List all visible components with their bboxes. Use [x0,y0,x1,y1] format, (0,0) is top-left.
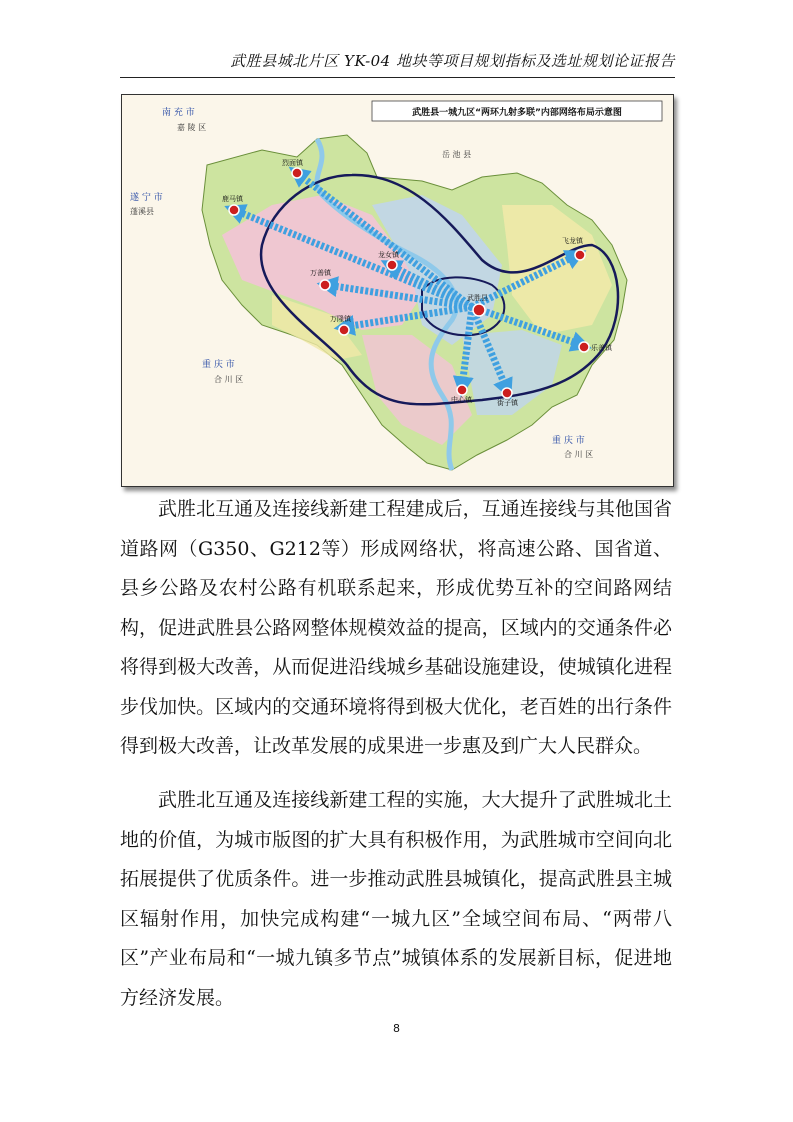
page-number: 8 [393,1022,400,1035]
marker-wusheng [473,304,485,316]
marker-zhongxin [457,385,467,395]
label-wanlong: 万隆镇 [330,315,351,323]
region-yuechi: 岳 池 县 [442,150,472,159]
page-header: 武胜县城北片区 YK-04 地块等项目规划指标及选址规划论证报告 [230,52,675,70]
marker-longnv [387,260,397,270]
label-jiezi: 街子镇 [497,399,518,407]
region-jialing: 嘉 陵 区 [177,123,207,132]
body-paragraph-2: 武胜北互通及连接线新建工程的实施，大大提升了武胜城北土地的价值，为城市版图的扩大具有积极作用，为武胜城市空间向北拓展提供了优质条件。进一步推动武胜县城镇化，提高武胜县主城区辐射作用，加快完成构建“一城九区”全域空间布局、“两带八区”产业布局和“一城九镇多节点”城镇体系的发展新目标，促进地方经济发展。 [120,789,672,1009]
body-paragraph-1: 武胜北互通及连接线新建工程建成后，互通连接线与其他国省道路网（G350、G212等）形成网络状，将高速公路、国省道、县乡公路及农村公路有机联系起来，形成优势互补的空间路网结构，促进武胜县公路网整体规模效益的提高，区域内的交通条件必将得到极大改善，从而促进沿线城乡基础设施建设，使城镇化进程步伐加快。区域内的交通环境将得到极大优化，老百姓的出行条件得到极大改善，让改革发展的成果进一步惠及到广大人民群众。 [120,498,672,757]
label-longnv: 龙女镇 [378,251,399,259]
region-pengxi: 蓬溪县 [130,207,154,216]
label-zhongxin: 中心镇 [451,396,472,404]
region-nanchong: 南 充 市 [162,108,195,118]
network-layout-map [122,95,673,486]
region-chongqing-west: 重 庆 市 [202,360,235,370]
marker-wanlong [339,325,349,335]
label-feilong: 飞龙镇 [562,237,583,245]
label-wangshan: 万善镇 [310,269,331,277]
label-liehe: 烈面镇 [282,159,303,167]
map-figure [121,94,674,487]
label-lejiao: 乐善镇 [591,344,612,352]
marker-liehe [292,168,302,178]
label-luma: 鹿马镇 [222,195,243,203]
marker-luma [229,205,239,215]
marker-jiezi [502,388,512,398]
label-wusheng: 武胜县 [467,294,488,302]
region-hechuan-east: 合 川 区 [564,450,594,459]
header-divider [120,77,675,78]
marker-lejiao [579,342,589,352]
marker-wangshan [320,280,330,290]
map-title: 武胜县一城九区“两环九射多联”内部网络布局示意图 [412,108,622,118]
marker-feilong [575,250,585,260]
region-hechuan-west: 合 川 区 [214,375,244,384]
region-chongqing-east: 重 庆 市 [552,436,585,446]
region-suining: 遂 宁 市 [130,193,163,203]
